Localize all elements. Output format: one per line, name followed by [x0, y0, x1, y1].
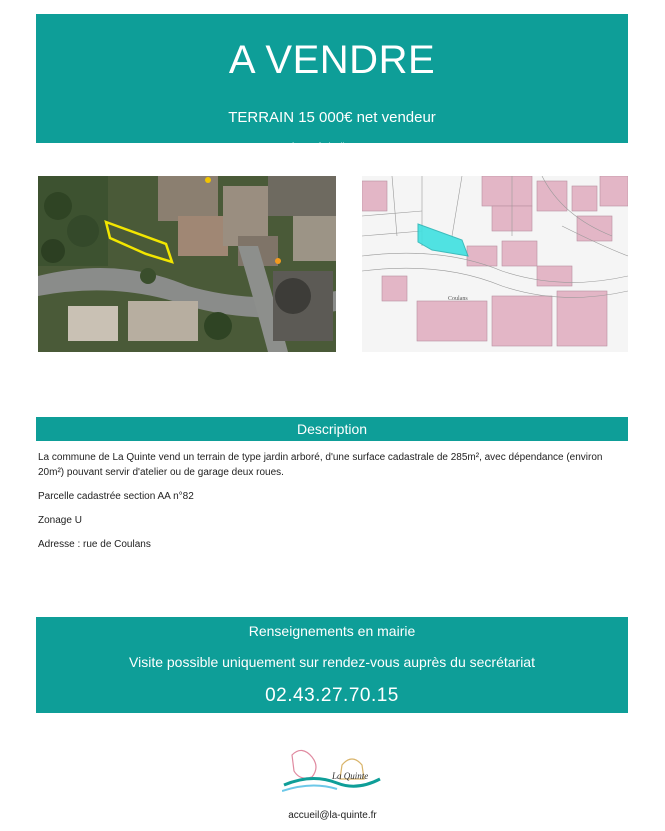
la-quinte-logo [282, 745, 382, 797]
contact-email[interactable]: accueil@la-quinte.fr [288, 810, 377, 821]
parcel-reference: Parcelle cadastrée section AA n°82 [38, 491, 194, 502]
address: Adresse : rue de Coulans [38, 539, 151, 550]
agency-note: Aucun frais d'agence [290, 141, 374, 151]
description-paragraph: La commune de La Quinte vend un terrain de type jardin arboré, d'une surface cadastrale de 285m², avec dépendance (environ 20m²) pouvant servir d'atelier ou de garage deux roues. [38, 452, 603, 478]
cadastral-map [362, 176, 628, 352]
header-banner [36, 14, 628, 151]
map-street-coulans: Coulans [448, 296, 468, 302]
info-heading: Renseignements en mairie [248, 623, 416, 639]
description-body [38, 450, 628, 561]
visit-info: Visite possible uniquement sur rendez-vous auprès du secrétariat [129, 654, 535, 670]
description-heading: Description [36, 417, 628, 441]
zoning: Zonage U [38, 515, 82, 526]
contact-banner [36, 617, 628, 713]
logo-text: La Quinte [332, 771, 369, 781]
page-title: A VENDRE [228, 38, 436, 82]
aerial-photo [38, 176, 336, 352]
price-line: TERRAIN 15 000€ net vendeur [228, 109, 436, 126]
phone-number: 02.43.27.70.15 [265, 685, 399, 706]
